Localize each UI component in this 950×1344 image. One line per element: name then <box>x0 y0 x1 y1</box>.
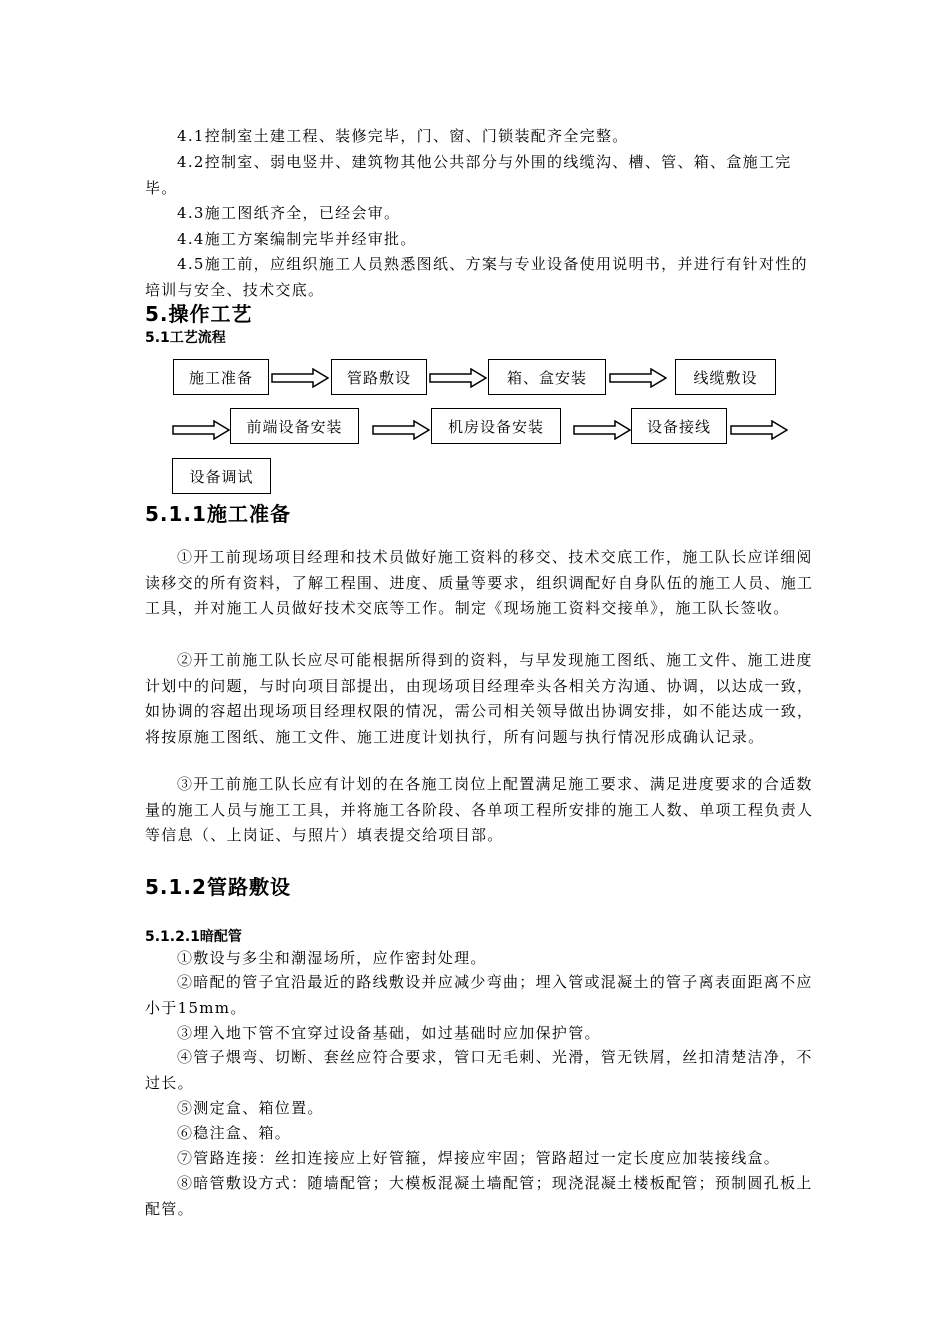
flow-step-5: 前端设备安装 <box>230 408 359 444</box>
section-5-heading: 5.操作工艺 <box>145 302 253 326</box>
list-item: ⑤测定盒、箱位置。 <box>177 1099 324 1117</box>
flow-arrow-5 <box>372 420 430 440</box>
paragraph-5-1-1-3: ③开工前施工队长应有计划的在各施工岗位上配置满足施工要求、满足进度要求的合适数量的施工人员与施工工具，并将施工各阶段、各单项工程所安排的施工人数、单项工程负责人等信息（、上岗证、与照片）填表提交给项目部。 <box>145 775 814 844</box>
flow-step-4: 线缆敷设 <box>675 359 776 395</box>
flow-step-8: 设备调试 <box>172 458 271 494</box>
list-item: ④管子煨弯、切断、套丝应符合要求，管口无毛刺、光滑，管无铁屑，丝扣清楚洁净，不过长。 <box>145 1048 813 1092</box>
flow-arrow-6 <box>573 420 631 440</box>
list-item: ①敷设与多尘和潮湿场所，应作密封处理。 <box>177 949 487 967</box>
list-item: ⑧暗管敷设方式：随墙配管；大模板混凝土墙配管；现浇混凝土楼板配管；预制圆孔板上配管。 <box>145 1174 813 1218</box>
section-5-1-1-heading: 5.1.1施工准备 <box>145 502 291 526</box>
paragraph-4-3: 4.3施工图纸齐全，已经会审。 <box>177 204 401 222</box>
list-item: ⑥稳注盒、箱。 <box>177 1124 292 1142</box>
paragraph-4-2: 4.2控制室、弱电竖井、建筑物其他公共部分与外围的线缆沟、槽、管、箱、盒施工完毕。 <box>145 153 792 197</box>
flow-step-2: 管路敷设 <box>331 359 427 395</box>
list-item: ②暗配的管子宜沿最近的路线敷设并应减少弯曲；埋入管或混凝土的管子离表面距离不应小于15mm。 <box>145 973 813 1017</box>
paragraph-5-1-1-1: ①开工前现场项目经理和技术员做好施工资料的移交、技术交底工作，施工队长应详细阅读移交的所有资料，了解工程围、进度、质量等要求，组织调配好自身队伍的施工人员、施工工具，并对施工人员做好技术交底等工作。制定《现场施工资料交接单》，施工队长签收。 <box>145 548 814 617</box>
flow-arrow-4 <box>172 420 230 440</box>
paragraph-4-5: 4.5施工前，应组织施工人员熟悉图纸、方案与专业设备使用说明书，并进行有针对性的培训与安全、技术交底。 <box>145 255 808 299</box>
section-5-1-2-heading: 5.1.2管路敷设 <box>145 875 291 899</box>
section-5-1-2-1-heading: 5.1.2.1暗配管 <box>145 929 242 945</box>
paragraph-4-4: 4.4施工方案编制完毕并经审批。 <box>177 230 417 248</box>
flow-arrow-7 <box>730 420 788 440</box>
flow-step-6: 机房设备安装 <box>431 408 561 444</box>
flow-arrow-3 <box>609 368 667 388</box>
flow-step-7: 设备接线 <box>631 408 727 444</box>
flow-step-1: 施工准备 <box>173 359 269 395</box>
flow-arrow-1 <box>271 368 329 388</box>
list-item: ③埋入地下管不宜穿过设备基础，如过基础时应加保护管。 <box>177 1024 601 1042</box>
paragraph-4-1: 4.1控制室土建工程、装修完毕，门、窗、门锁装配齐全完整。 <box>177 127 629 145</box>
list-item: ⑦管路连接：丝扣连接应上好管箍，焊接应牢固；管路超过一定长度应加装接线盒。 <box>177 1149 781 1167</box>
paragraph-5-1-1-2: ②开工前施工队长应尽可能根据所得到的资料，与早发现施工图纸、施工文件、施工进度计划中的问题，与时向项目部提出，由现场项目经理牵头各相关方沟通、协调，以达成一致，如协调的容超出现场项目经理权限的情况，需公司相关领导做出协调安排，如不能达成一致，将按原施工图纸、施工文件、施工进度计划执行，所有问题与执行情况形成确认记录。 <box>145 651 814 746</box>
flow-step-3: 箱、盒安装 <box>488 359 606 395</box>
flow-arrow-2 <box>429 368 487 388</box>
flow-heading: 5.1工艺流程 <box>145 330 226 346</box>
